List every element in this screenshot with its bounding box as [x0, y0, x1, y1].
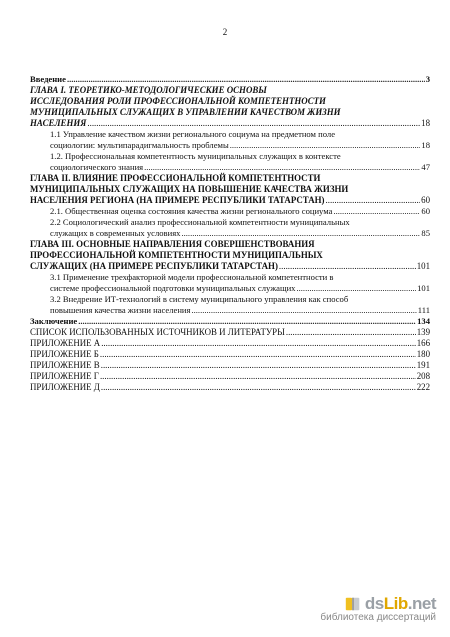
toc-section-last-line: системе профессиональной подготовки муниципальных служащих: [50, 283, 296, 293]
toc-leader: [279, 261, 416, 272]
toc-section-last-line: служащих в современных условиях: [50, 228, 181, 238]
toc-appendix-d[interactable]: [30, 382, 430, 393]
toc-chapter-2-line: ГЛАВА II. ВЛИЯНИЕ ПРОФЕССИОНАЛЬНОЙ КОМПЕТЕНТНОСТИ: [30, 173, 321, 183]
table-of-contents: [30, 74, 430, 393]
toc-section-line: 3.2 Внедрение ИТ-технологий в систему муниципального управления как способ: [50, 294, 349, 304]
toc-leader: [100, 349, 416, 360]
toc-intro-label: Введение: [30, 74, 66, 84]
toc-references[interactable]: [30, 327, 430, 338]
toc-appendix-page: 166: [416, 338, 430, 348]
toc-intro[interactable]: [30, 74, 430, 85]
watermark-lib: Lib: [383, 594, 408, 613]
watermark-logo: [320, 594, 436, 614]
watermark-net: .net: [407, 594, 436, 613]
toc-appendix-a[interactable]: [30, 338, 430, 349]
toc-section-page: 60: [421, 206, 430, 216]
toc-chapter-2-page: 60: [421, 195, 430, 205]
toc-leader: [87, 118, 420, 129]
toc-appendix-label: ПРИЛОЖЕНИЕ А: [30, 338, 101, 348]
toc-chapter-3[interactable]: [30, 239, 430, 272]
page-number: 2: [222, 27, 228, 37]
toc-chapter-2[interactable]: [30, 173, 430, 206]
toc-appendix-v[interactable]: [30, 360, 430, 371]
toc-conclusion[interactable]: [30, 316, 430, 327]
toc-chapter-2-line: МУНИЦИПАЛЬНЫХ СЛУЖАЩИХ НА ПОВЫШЕНИЕ КАЧЕСТВА ЖИЗНИ: [30, 184, 349, 194]
toc-references-page: 139: [416, 327, 430, 337]
toc-appendix-page: 208: [416, 371, 430, 381]
toc-chapter-1-line: ИССЛЕДОВАНИЯ РОЛИ ПРОФЕССИОНАЛЬНОЙ КОМПЕТЕНТНОСТИ: [30, 96, 326, 106]
toc-chapter-1-last-line: НАСЕЛЕНИЯ: [30, 118, 87, 128]
toc-chapter-3-line: ГЛАВА III. ОСНОВНЫЕ НАПРАВЛЕНИЯ СОВЕРШЕНСТВОВАНИЯ: [30, 239, 315, 249]
toc-chapter-1-page: 18: [421, 118, 430, 128]
toc-section-line: 1.1 Управление качеством жизни регионального социума на предметном поле: [50, 129, 336, 139]
toc-section-line: 1.2. Профессиональная компетентность муниципальных служащих в контексте: [50, 151, 341, 161]
toc-appendix-page: 180: [416, 349, 430, 359]
toc-leader: [296, 283, 416, 294]
toc-leader: [230, 140, 421, 151]
toc-section-last-line: повышения качества жизни населения: [50, 305, 191, 315]
toc-section-page: 18: [421, 140, 430, 150]
toc-leader: [191, 305, 416, 316]
toc-leader: [286, 327, 416, 338]
toc-section-page: 101: [417, 283, 430, 293]
toc-appendix-label: ПРИЛОЖЕНИЕ Г: [30, 371, 99, 381]
toc-references-label: СПИСОК ИСПОЛЬЗОВАННЫХ ИСТОЧНИКОВ И ЛИТЕРАТУРЫ: [30, 327, 285, 337]
toc-section-last-line: социологического знания: [50, 162, 144, 172]
toc-section-line: 2.2 Социологический анализ профессиональной компетентности муниципальных: [50, 217, 350, 227]
toc-section-page: 47: [421, 162, 430, 172]
toc-section-page: 85: [421, 228, 430, 238]
toc-chapter-3-page: 101: [416, 261, 430, 271]
toc-section-2-1[interactable]: [30, 206, 430, 217]
toc-section-last-line: 2.1. Общественная оценка состояния качества жизни регионального социума: [50, 206, 333, 216]
toc-appendix-label: ПРИЛОЖЕНИЕ Д: [30, 382, 100, 392]
toc-section-2-2[interactable]: [30, 217, 430, 239]
toc-leader: [326, 195, 421, 206]
toc-leader: [78, 316, 416, 327]
toc-intro-page: 3: [425, 74, 430, 84]
toc-section-line: 3.1 Применение трехфакторной модели профессиональной компетентности в: [50, 272, 334, 282]
toc-conclusion-page: 134: [417, 316, 430, 326]
toc-appendix-label: ПРИЛОЖЕНИЕ Б: [30, 349, 99, 359]
book-icon: [344, 595, 362, 613]
toc-section-3-2[interactable]: [30, 294, 430, 316]
toc-leader: [101, 338, 415, 349]
toc-chapter-2-last-line: НАСЕЛЕНИЯ РЕГИОНА (НА ПРИМЕРЕ РЕСПУБЛИКИ ТАТАРСТАН): [30, 195, 325, 205]
toc-leader: [181, 228, 420, 239]
toc-section-3-1[interactable]: [30, 272, 430, 294]
toc-leader: [101, 382, 416, 393]
toc-leader: [101, 360, 416, 371]
toc-leader: [67, 74, 425, 85]
toc-section-page: 111: [417, 305, 430, 315]
toc-chapter-3-last-line: СЛУЖАЩИХ (НА ПРИМЕРЕ РЕСПУБЛИКИ ТАТАРСТАН): [30, 261, 278, 271]
toc-appendix-page: 222: [416, 382, 430, 392]
watermark[interactable]: [320, 594, 436, 623]
toc-appendix-g[interactable]: [30, 371, 430, 382]
toc-chapter-1-line: ГЛАВА I. ТЕОРЕТИКО-МЕТОДОЛОГИЧЕСКИЕ ОСНОВЫ: [30, 85, 267, 95]
toc-chapter-1-line: МУНИЦИПАЛЬНЫХ СЛУЖАЩИХ В УПРАВЛЕНИИ КАЧЕСТВОМ ЖИЗНИ: [30, 107, 341, 117]
toc-section-last-line: социологии: мультипарадигмальность проблемы: [50, 140, 229, 150]
toc-leader: [100, 371, 416, 382]
toc-leader: [333, 206, 420, 217]
toc-appendix-b[interactable]: [30, 349, 430, 360]
toc-chapter-3-line: ПРОФЕССИОНАЛЬНОЙ КОМПЕТЕНТНОСТИ МУНИЦИПАЛЬНЫХ: [30, 250, 323, 260]
toc-appendix-page: 191: [416, 360, 430, 370]
toc-leader: [144, 162, 420, 173]
watermark-subtitle: библиотека диссертаций: [320, 612, 436, 623]
toc-section-1-1[interactable]: [30, 129, 430, 151]
watermark-ds: ds: [364, 594, 384, 613]
toc-appendix-label: ПРИЛОЖЕНИЕ В: [30, 360, 100, 370]
toc-section-1-2[interactable]: [30, 151, 430, 173]
toc-chapter-1[interactable]: [30, 85, 430, 129]
toc-conclusion-label: Заключение: [30, 316, 78, 326]
